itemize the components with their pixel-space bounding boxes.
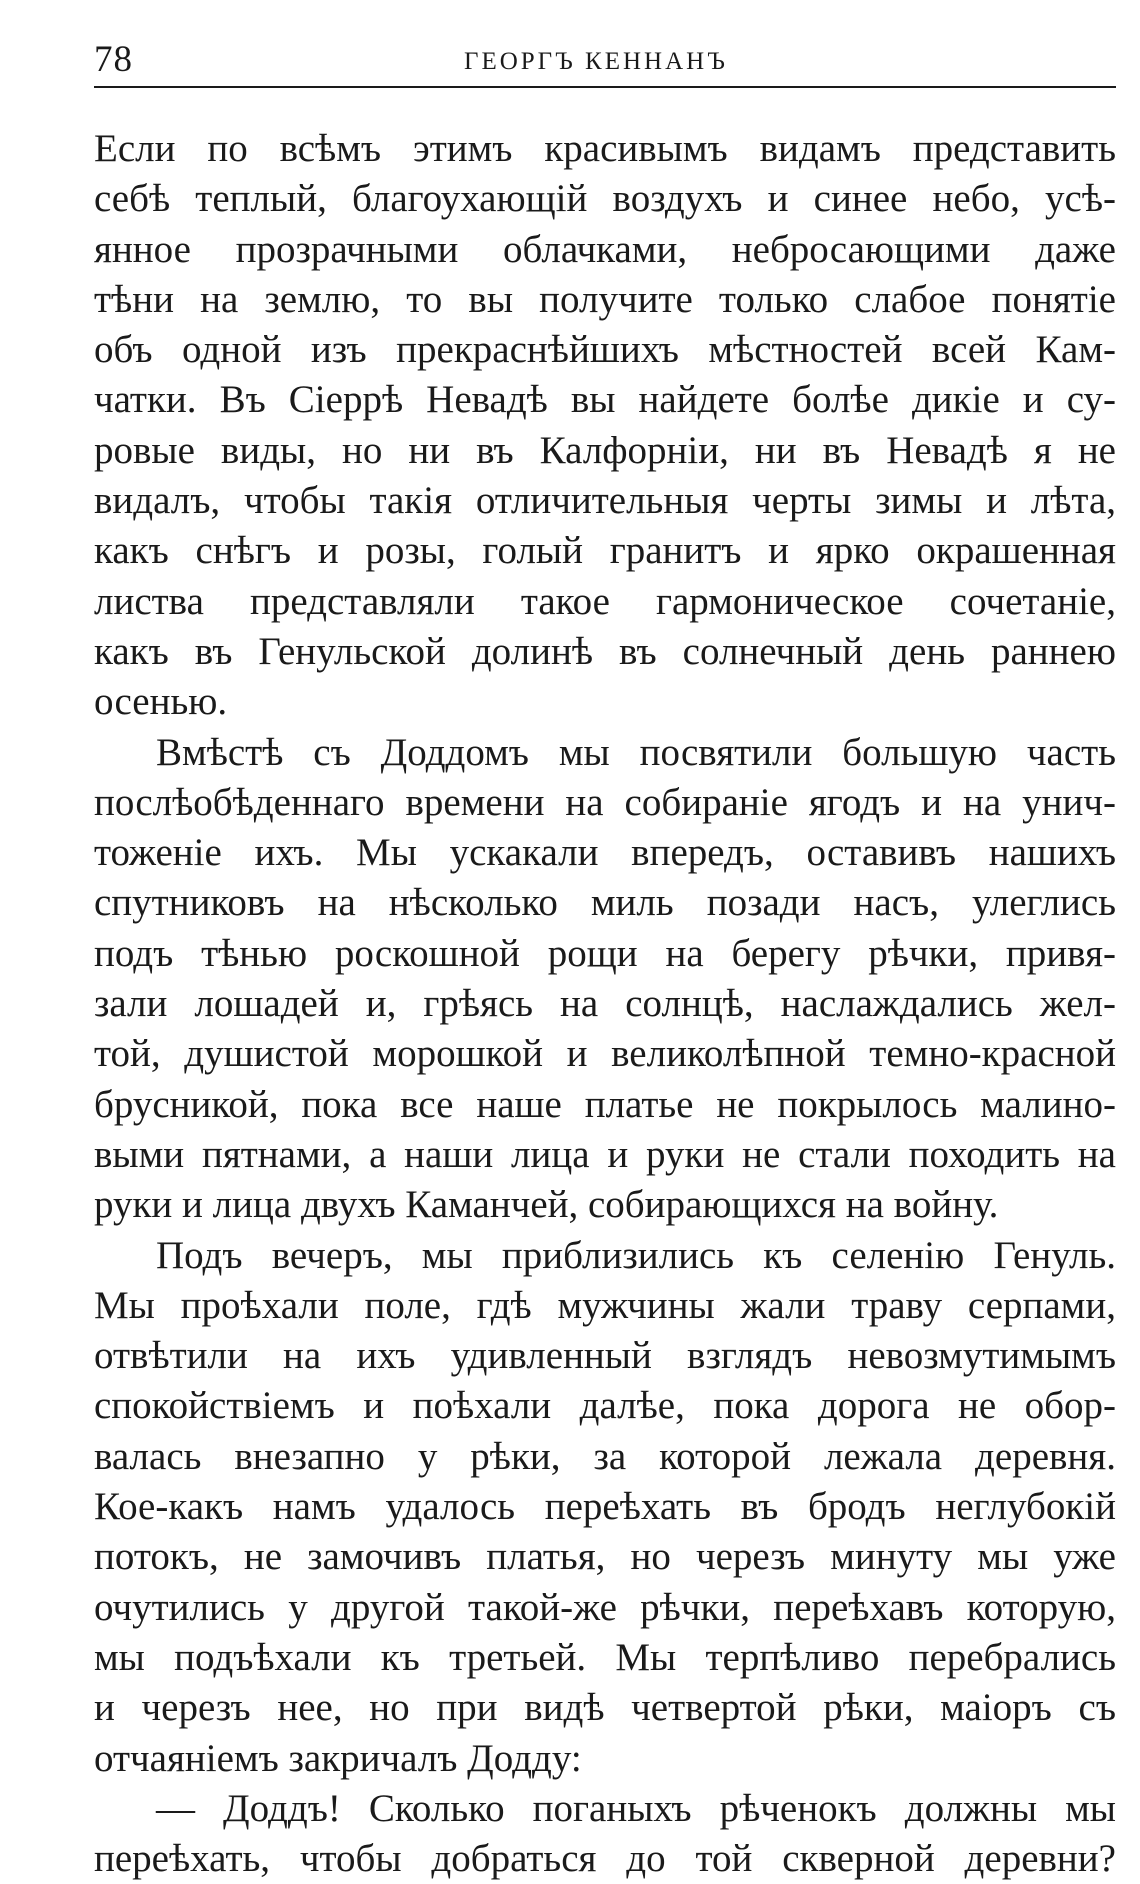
text-line: очутились у другой такой-же рѣчки, переѣхавъ которую, — [94, 1585, 1116, 1629]
text-body — [94, 124, 1116, 1884]
header-rule — [94, 86, 1116, 88]
text-line: зали лошадей и, грѣясь на солнцѣ, наслаждались жел- — [94, 982, 1116, 1026]
text-line: послѣобѣденнаго времени на собираніе ягодъ и на унич- — [94, 780, 1116, 824]
text-line: тѣни на землю, то вы получите только слабое понятіе — [94, 277, 1116, 321]
text-line: Если по всѣмъ этимъ красивымъ видамъ представить — [94, 127, 1116, 170]
text-line: тоженіе ихъ. Мы ускакали впередъ, оставивъ нашихъ — [94, 831, 1116, 875]
text-line: ровые виды, но ни въ Калфорніи, ни въ Невадѣ я не — [94, 428, 1116, 472]
text-line: объ одной изъ прекраснѣйшихъ мѣстностей всей Кам- — [94, 328, 1116, 372]
text-line: брусникой, пока все наше платье не покрылось малино- — [94, 1082, 1116, 1126]
text-line: спутниковъ на нѣсколько миль позади насъ, улеглись — [94, 881, 1116, 925]
text-line: валась внезапно у рѣки, за которой лежала деревня. — [94, 1434, 1116, 1478]
text-line: листва представляли такое гармоническое сочетаніе, — [94, 579, 1116, 623]
text-line: переѣхать, чтобы добраться до той скверной деревни? — [94, 1837, 1116, 1881]
text-line: той, душистой морошкой и великолѣпной темно-красной — [94, 1032, 1116, 1076]
text-line: видалъ, чтобы такія отличительныя черты зимы и лѣта, — [94, 479, 1116, 523]
text-line: Подъ вечеръ, мы приблизились къ селенію Генуль. — [156, 1233, 1116, 1277]
text-line: выми пятнами, а наши лица и руки не стали походить на — [94, 1132, 1116, 1176]
text-line: Вмѣстѣ съ Доддомъ мы посвятили большую часть — [156, 730, 1116, 774]
text-line: и черезъ нее, но при видѣ четвертой рѣки, маіоръ съ — [94, 1686, 1116, 1730]
text-line: отчаяніемъ закричалъ Додду: — [94, 1736, 582, 1780]
text-line: подъ тѣнью роскошной рощи на берегу рѣчки, привя- — [94, 931, 1116, 975]
text-line: руки и лица двухъ Каманчей, собирающихся на войну. — [94, 1183, 999, 1227]
text-line: потокъ, не замочивъ платья, но черезъ минуту мы уже — [94, 1535, 1116, 1579]
text-line: янное прозрачными облачками, небросающими даже — [94, 227, 1116, 271]
text-line: отвѣтили на ихъ удивленный взглядъ невозмутимымъ — [94, 1334, 1116, 1378]
text-line: спокойствіемъ и поѣхали далѣе, пока дорога не обор- — [94, 1384, 1116, 1428]
text-line: Кое-какъ намъ удалось переѣхать въ бродъ неглубокій — [94, 1485, 1116, 1529]
page-number: 78 — [94, 39, 133, 80]
text-line: осенью. — [94, 680, 228, 724]
text-line: чатки. Въ Сіеррѣ Невадѣ вы найдете болѣе дикіе и су- — [94, 378, 1116, 422]
text-line: какъ въ Генульской долинѣ въ солнечный день раннею — [94, 629, 1116, 673]
running-head: ГЕОРГЪ КЕННАНЪ — [464, 48, 728, 75]
text-line: мы подъѣхали къ третьей. Мы терпѣливо перебрались — [94, 1635, 1116, 1679]
text-line: себѣ теплый, благоухающій воздухъ и синее небо, усѣ- — [94, 177, 1116, 221]
text-line: — Доддъ! Сколько поганыхъ рѣченокъ должны мы — [156, 1786, 1116, 1830]
page-header — [94, 36, 1116, 86]
text-line: какъ снѣгъ и розы, голый гранитъ и ярко окрашенная — [94, 529, 1116, 573]
text-line: Мы проѣхали поле, гдѣ мужчины жали траву серпами, — [94, 1283, 1116, 1327]
